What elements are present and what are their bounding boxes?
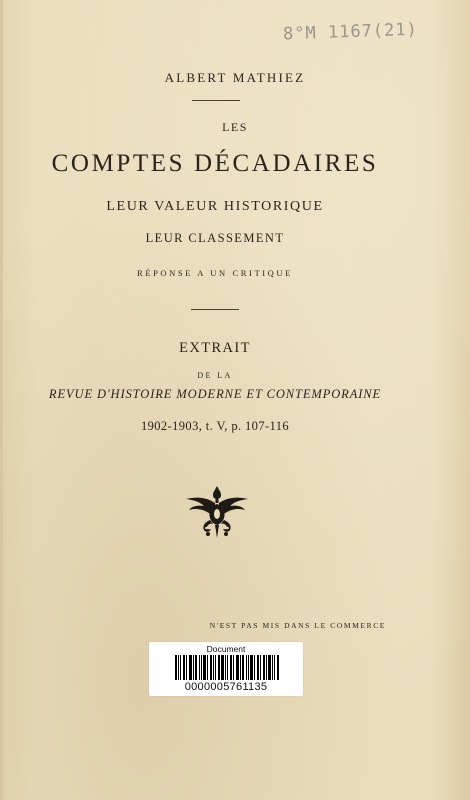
- author-name: ALBERT MATHIEZ: [164, 70, 306, 85]
- divider-rule: [192, 100, 240, 101]
- journal-title: REVUE D'HISTOIRE MODERNE ET CONTEMPORAINE: [48, 387, 382, 401]
- de-la-text: DE LA: [197, 371, 233, 380]
- fleuron-icon: [180, 484, 254, 540]
- citation: 1902-1903, t. V, p. 107-116: [140, 419, 290, 433]
- shelfmark-annotation: 8°M 1167(21): [282, 19, 419, 45]
- title-article: LES: [222, 120, 248, 134]
- barcode-icon: [175, 655, 279, 680]
- extract-heading: EXTRAIT: [179, 340, 251, 356]
- subtitle-classification: LEUR CLASSEMENT: [145, 231, 285, 245]
- barcode-number: 0000005761135: [184, 681, 268, 693]
- barcode-label: [149, 642, 303, 696]
- main-title: COMPTES DÉCADAIRES: [51, 150, 379, 177]
- subtitle-historical-value: LEUR VALEUR HISTORIQUE: [106, 199, 324, 214]
- response-line: RÉPONSE A UN CRITIQUE: [137, 268, 293, 278]
- barcode-caption: Document: [206, 644, 246, 654]
- divider-rule: [191, 309, 239, 310]
- not-for-sale-notice: N'EST PAS MIS DANS LE COMMERCE: [209, 621, 386, 630]
